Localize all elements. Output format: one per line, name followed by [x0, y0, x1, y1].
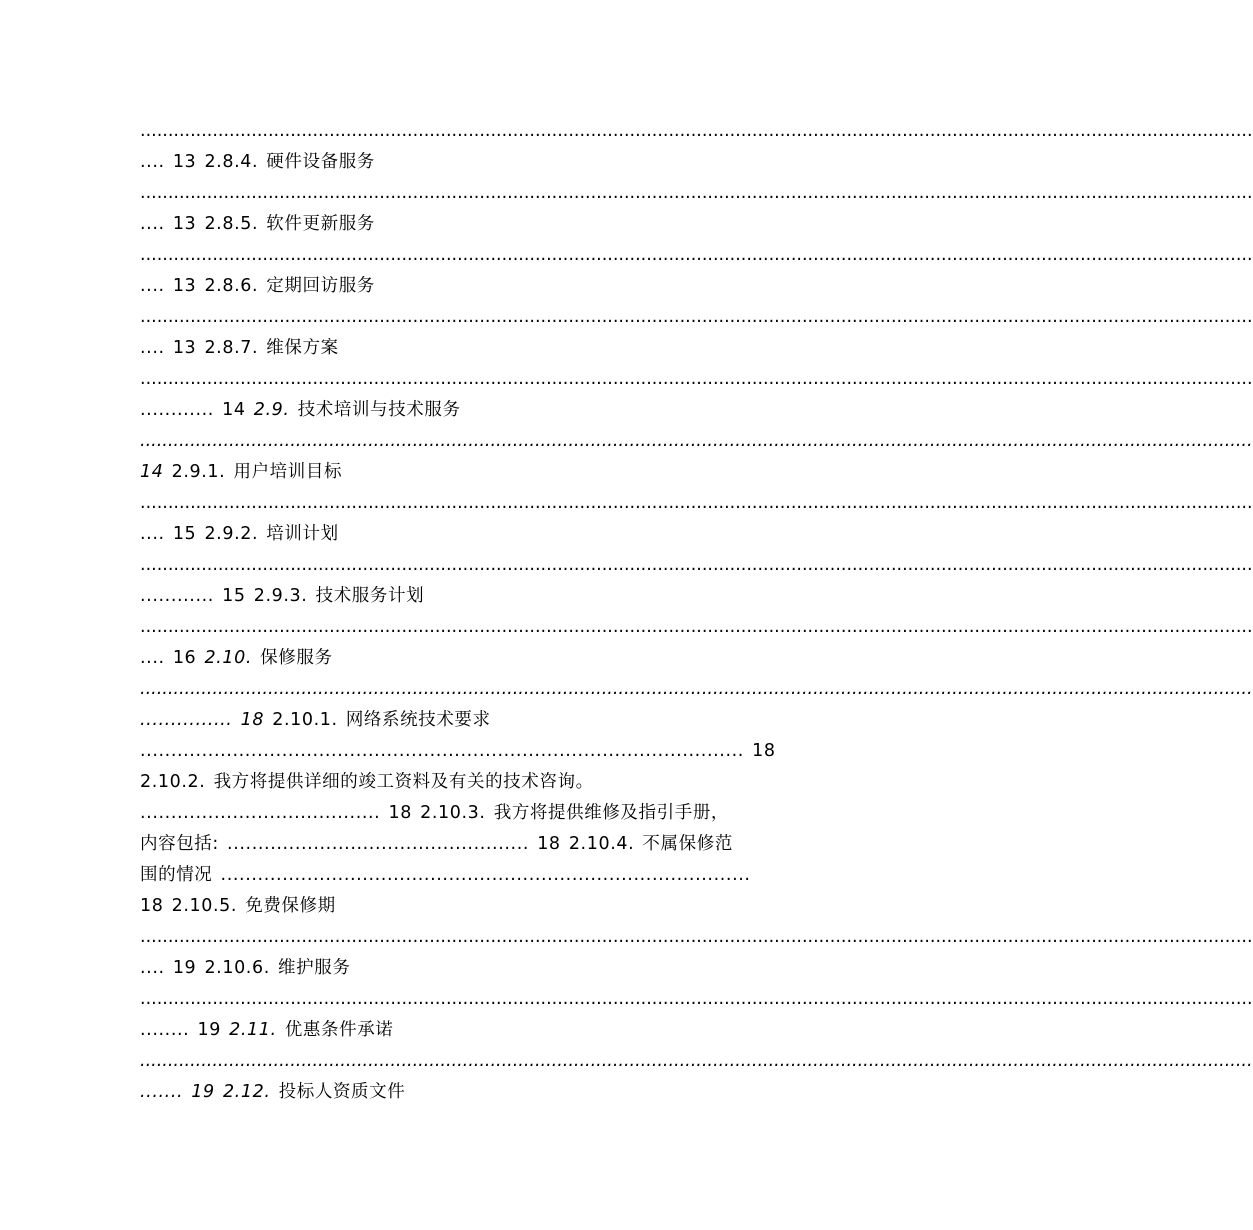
toc-text — [215, 1082, 223, 1102]
dot-leader: ........................................................................................................................................................................................................ — [140, 369, 1253, 389]
toc-text: 2.10.2. 我方将提供详细的竣工资料及有关的技术咨询。 — [140, 772, 594, 792]
dot-leader: ........................................................................................................................................................................................................ — [140, 1051, 1253, 1071]
toc-text: 2.9.1. 用户培训目标 — [163, 462, 343, 482]
toc-text: .... 13 2.8.4. 硬件设备服务 — [140, 152, 375, 172]
toc-text: .................................................................................................. 18 — [140, 741, 776, 761]
toc-entry-line — [140, 798, 816, 829]
toc-entry-line — [140, 736, 816, 767]
toc-page — [140, 116, 1253, 1108]
toc-dot-leader — [140, 302, 1253, 333]
toc-text: 内容包括: ................................................. 18 2.10.4. 不属保修范 — [140, 834, 733, 854]
dot-leader: ........................................................................................................................................................................................................ — [140, 431, 1253, 451]
toc-entry-line — [140, 457, 816, 488]
toc-entry-line — [140, 271, 816, 302]
dot-leader: ........................................................................................................................................................................................................ — [140, 617, 1253, 637]
toc-entry-line — [140, 860, 816, 891]
toc-dot-leader — [140, 364, 1253, 395]
toc-dot-leader — [140, 426, 1253, 457]
toc-text: 2.10. — [204, 648, 252, 668]
toc-dot-leader — [140, 488, 1253, 519]
toc-text: .... 15 2.9.2. 培训计划 — [140, 524, 339, 544]
toc-dot-leader — [140, 550, 1253, 581]
toc-dot-leader — [140, 178, 1253, 209]
toc-dot-leader — [140, 922, 1253, 953]
dot-leader: ........................................................................................................................................................................................................ — [140, 927, 1253, 947]
toc-text: 技术培训与技术服务 — [289, 400, 461, 420]
dot-leader: ........................................................................................................................................................................................................ — [140, 679, 1253, 699]
toc-text: .... 19 2.10.6. 维护服务 — [140, 958, 351, 978]
toc-text: 2.12. — [222, 1082, 271, 1102]
dot-leader: ........................................................................................................................................................................................................ — [140, 493, 1253, 513]
dot-leader: ........................................................................................................................................................................................................ — [140, 989, 1253, 1009]
toc-dot-leader — [140, 116, 1253, 147]
toc-text: 围的情况 ...................................................................................... — [140, 865, 751, 885]
toc-entry-line — [140, 1015, 816, 1046]
dot-leader: ........................................................................................................................................................................................................ — [140, 245, 1253, 265]
toc-text: 投标人资质文件 — [270, 1082, 406, 1102]
toc-entry-line — [140, 333, 816, 364]
toc-text: .... 16 — [140, 648, 205, 668]
toc-text: 优惠条件承诺 — [276, 1020, 394, 1040]
toc-text: 2.11. — [229, 1020, 277, 1040]
toc-text: ....... 19 — [140, 1082, 215, 1102]
toc-dot-leader — [140, 984, 1253, 1015]
toc-entry-line — [140, 147, 816, 178]
toc-entry-line — [140, 581, 816, 612]
toc-text: ............ 14 — [140, 400, 254, 420]
dot-leader: ........................................................................................................................................................................................................ — [140, 121, 1253, 141]
toc-text: 2.10.1. 网络系统技术要求 — [264, 710, 491, 730]
toc-dot-leader — [140, 674, 1253, 705]
toc-entry-line — [140, 519, 816, 550]
toc-entry-line — [140, 953, 816, 984]
toc-text: 2.9. — [253, 400, 290, 420]
toc-entry-line — [140, 891, 816, 922]
toc-entry-line — [140, 829, 816, 860]
dot-leader: ........................................................................................................................................................................................................ — [140, 555, 1253, 575]
toc-text: 保修服务 — [251, 648, 333, 668]
toc-dot-leader — [140, 1046, 1253, 1077]
toc-entry-line — [140, 395, 816, 426]
toc-text: ....................................... 18 2.10.3. 我方将提供维修及指引手册， — [140, 803, 730, 823]
toc-text: .... 13 2.8.6. 定期回访服务 — [140, 276, 375, 296]
dot-leader: ........................................................................................................................................................................................................ — [140, 183, 1253, 203]
toc-entry-line — [140, 209, 816, 240]
toc-dot-leader — [140, 612, 1253, 643]
toc-dot-leader — [140, 240, 1253, 271]
toc-text: 14 — [140, 462, 164, 482]
toc-text: 18 — [240, 710, 265, 730]
toc-entry-line — [140, 705, 816, 736]
toc-text: 18 2.10.5. 免费保修期 — [140, 896, 336, 916]
toc-entry-line — [140, 767, 816, 798]
toc-text: ........ 19 — [140, 1020, 230, 1040]
toc-text: .... 13 2.8.5. 软件更新服务 — [140, 214, 375, 234]
toc-text: ............... — [140, 710, 241, 730]
toc-text: ............ 15 2.9.3. 技术服务计划 — [140, 586, 425, 606]
toc-entry-line — [140, 1077, 816, 1108]
dot-leader: ........................................................................................................................................................................................................ — [140, 307, 1253, 327]
toc-text: .... 13 2.8.7. 维保方案 — [140, 338, 339, 358]
toc-entry-line — [140, 643, 816, 674]
